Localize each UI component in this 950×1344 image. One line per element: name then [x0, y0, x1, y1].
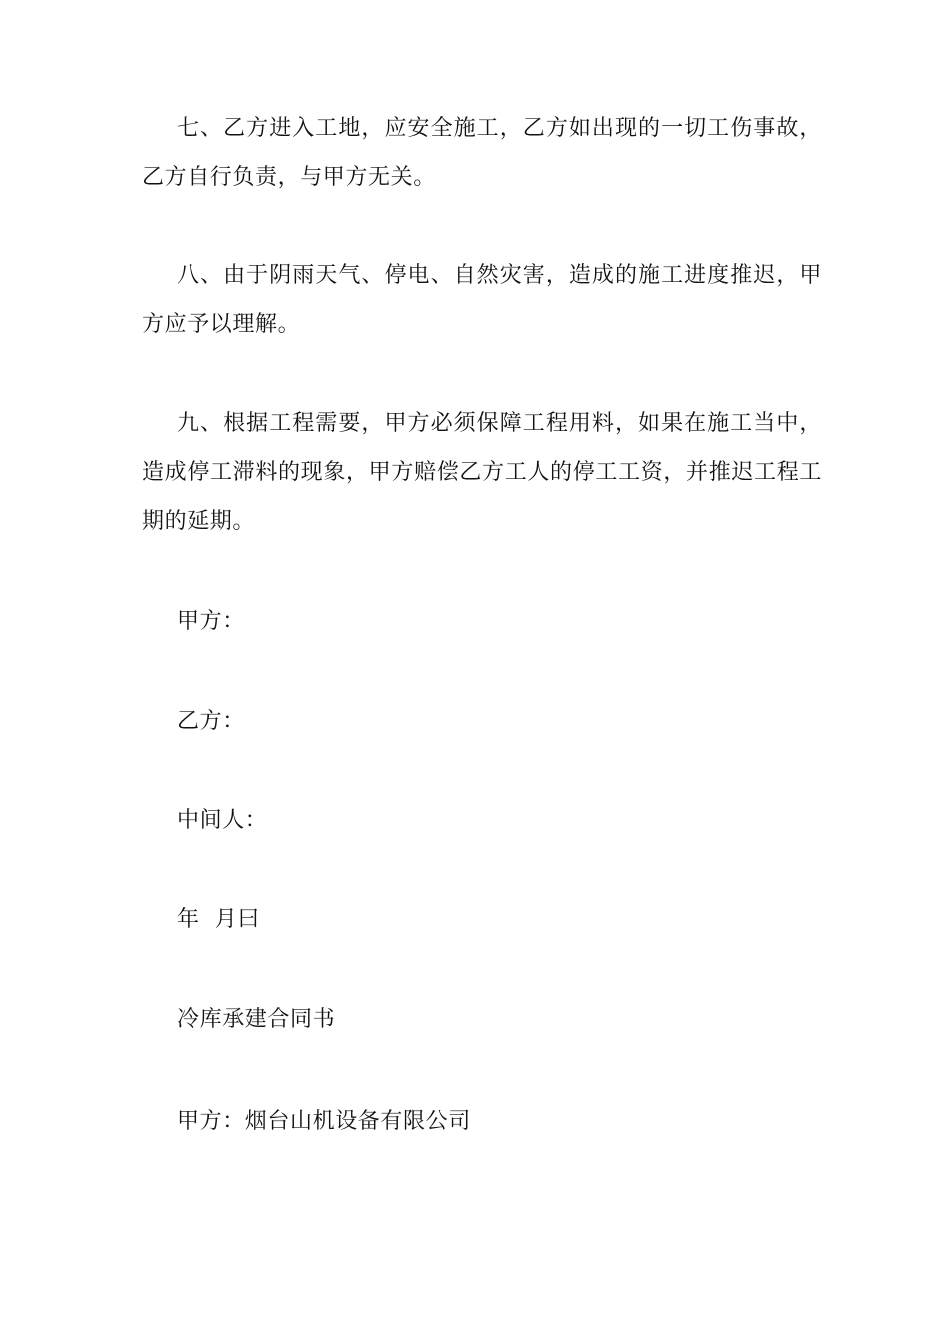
- clause-nine: 九、根据工程需要，甲方必须保障工程用料，如果在施工当中，造成停工滞料的现象，甲方赔偿乙方工人的停工工资，并推迟工程工期的延期。: [142, 411, 822, 534]
- party-a-company: 甲方：烟台山机设备有限公司: [177, 1109, 471, 1134]
- signature-party-b: 乙方：: [177, 709, 245, 734]
- clause-eight: 八、由于阴雨天气、停电、自然灾害，造成的施工进度推迟，甲方应予以理解。: [142, 263, 822, 337]
- signature-date: 年 月曰: [177, 907, 260, 932]
- clause-seven: 七、乙方进入工地，应安全施工，乙方如出现的一切工伤事故，乙方自行负责，与甲方无关。: [142, 116, 822, 190]
- signature-middleman: 中间人：: [177, 808, 268, 833]
- signature-party-a: 甲方：: [177, 609, 245, 634]
- contract-title: 冷库承建合同书: [177, 1007, 336, 1032]
